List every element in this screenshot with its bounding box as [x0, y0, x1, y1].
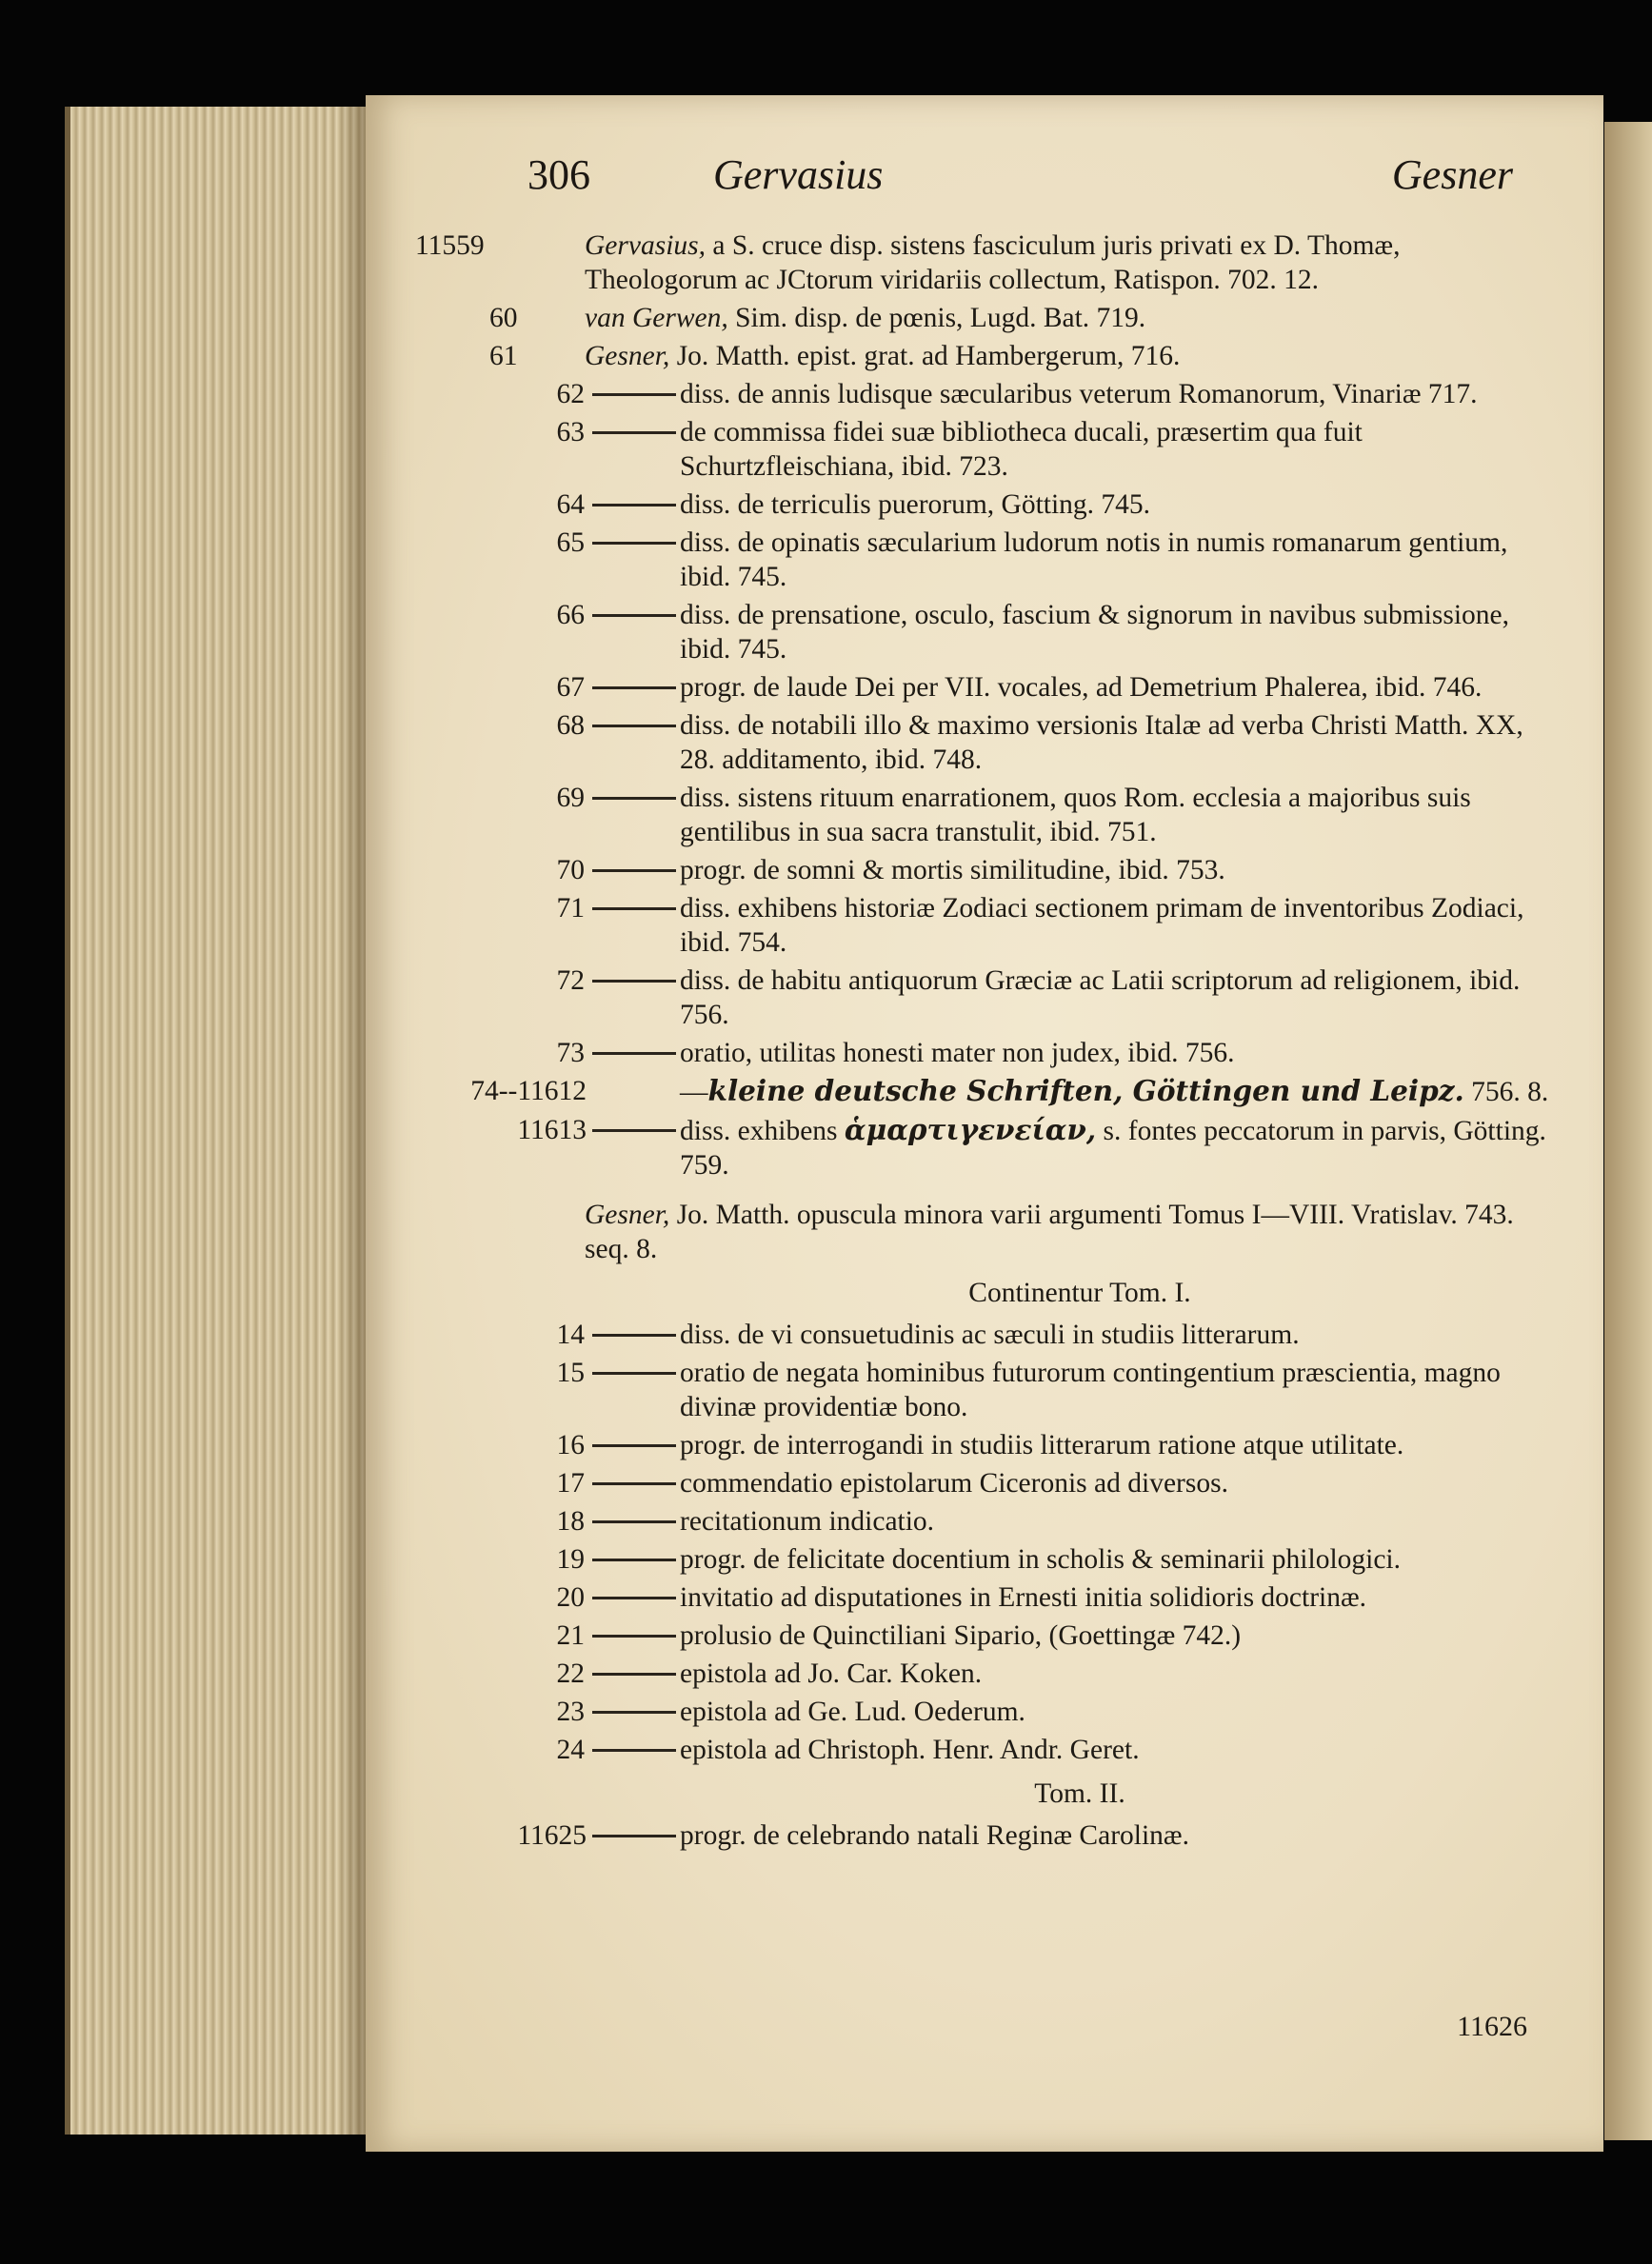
page-stack-edge — [65, 107, 375, 2135]
entry-number: 11625 — [517, 1820, 587, 1851]
entry-number: 22 — [556, 1658, 585, 1689]
entry-number: 21 — [556, 1620, 585, 1651]
entry-number: 24 — [556, 1735, 585, 1765]
entry-68 — [489, 708, 1556, 777]
entry-number: 18 — [556, 1506, 585, 1537]
entry-number: 74--11612 — [470, 1076, 587, 1106]
ditto-dash — [592, 1372, 676, 1375]
entry-number: 65 — [556, 527, 585, 558]
entry-text: diss. sistens rituum enarrationem, quos Rom. ecclesia a majoribus suis gentilibus in sua sacra transtulit, ibid. 751. — [680, 783, 1471, 847]
entry-number: 63 — [556, 417, 585, 447]
ditto-dash — [592, 907, 676, 910]
entry-number: 17 — [556, 1468, 585, 1499]
ditto-dash — [592, 431, 676, 434]
running-header — [527, 150, 1537, 227]
running-title-left: Gervasius — [713, 151, 884, 198]
entry-number: 70 — [556, 855, 585, 885]
entry-text: de commissa fidei suæ bibliotheca ducali, præsertim qua fuit Schurtzfleischiana, ibid. 723. — [680, 417, 1363, 482]
ditto-dash — [592, 1052, 676, 1055]
ditto-dash — [592, 393, 676, 396]
entry-number: 20 — [556, 1582, 585, 1613]
entry-63 — [489, 415, 1556, 484]
book-page — [366, 95, 1603, 2152]
entry-11625 — [489, 1818, 1556, 1853]
entry-21 — [489, 1619, 1556, 1653]
entry-70 — [489, 853, 1556, 887]
entry-number: 72 — [556, 965, 585, 996]
catchword: 11626 — [1457, 2011, 1527, 2042]
entry-number: 16 — [556, 1430, 585, 1460]
entry-23 — [489, 1695, 1556, 1729]
entry-number: 66 — [556, 600, 585, 630]
section-heading-tom-1: Continentur Tom. I. — [968, 1278, 1191, 1308]
entry-text: van Gerwen, Sim. disp. de pœnis, Lugd. Bat. 719. — [585, 303, 1146, 333]
section-heading-tom-2: Tom. II. — [1034, 1778, 1125, 1809]
entry-text: diss. de habitu antiquorum Græciæ ac Latii scriptorum ad religionem, ibid. 756. — [680, 965, 1521, 1030]
bibliography-list — [415, 228, 1556, 1857]
ditto-dash — [592, 1129, 676, 1132]
entry-62 — [489, 377, 1556, 411]
running-title-right: Gesner — [1391, 151, 1513, 198]
entry-number: 64 — [556, 489, 585, 520]
ditto-dash — [592, 1749, 676, 1752]
entry-text: Gervasius, a S. cruce disp. sistens fasciculum juris privati ex D. Thomæ, Theologorum ac JCtorum viridariis collectum, Ratispon. 702. 12. — [585, 230, 1401, 295]
entry-67 — [489, 670, 1556, 705]
entry-22 — [489, 1657, 1556, 1691]
entry-71 — [489, 891, 1556, 960]
entry-18 — [489, 1504, 1556, 1539]
ditto-dash — [592, 1482, 676, 1485]
entry-number: 19 — [556, 1544, 585, 1575]
entry-text: epistola ad Jo. Car. Koken. — [680, 1658, 983, 1689]
entry-11559 — [415, 228, 1556, 297]
entry-text: diss. exhibens ἁμαρτιγενείαν, s. fontes peccatorum in parvis, Götting. 759. — [680, 1113, 1546, 1181]
entry-17 — [489, 1466, 1556, 1500]
entry-61 — [489, 339, 1556, 373]
entry-text: progr. de laude Dei per VII. vocales, ad Demetrium Phalerea, ibid. 746. — [680, 672, 1483, 703]
entry-text: diss. de prensatione, osculo, fascium & signorum in navibus submissione, ibid. 745. — [680, 600, 1509, 665]
entry-number: 23 — [556, 1697, 585, 1727]
entry-16 — [489, 1428, 1556, 1462]
entry-69 — [489, 781, 1556, 849]
entry-text: invitatio ad disputationes in Ernesti initia solidioris doctrinæ. — [680, 1582, 1367, 1613]
entry-text: recitationum indicatio. — [680, 1506, 935, 1537]
entry-11613 — [489, 1113, 1556, 1182]
entry-number: 68 — [556, 710, 585, 741]
entry-text: prolusio de Quinctiliani Sipario, (Goettingæ 742.) — [680, 1620, 1242, 1651]
entry-text: progr. de celebrando natali Reginæ Carolinæ. — [680, 1820, 1189, 1851]
next-page-edge — [1604, 122, 1652, 2140]
ditto-dash — [592, 725, 676, 727]
entry-number: 69 — [556, 783, 585, 813]
opuscula-note: Gesner, Jo. Matth. opuscula minora varii argumenti Tomus I—VIII. Vratislav. 743. seq. 8. — [585, 1200, 1514, 1264]
entry-24 — [489, 1733, 1556, 1767]
entry-text: oratio de negata hominibus futurorum contingentium præscientia, magno divinæ providentiæ bono. — [680, 1358, 1501, 1422]
entry-text: diss. de notabili illo & maximo versionis Italæ ad verba Christi Matth. XX, 28. additamento, ibid. 748. — [680, 710, 1523, 775]
entry-text: progr. de interrogandi in studiis litterarum ratione atque utilitate. — [680, 1430, 1404, 1460]
ditto-dash — [592, 1711, 676, 1714]
entry-text: epistola ad Ge. Lud. Oederum. — [680, 1697, 1025, 1727]
entry-text: epistola ad Christoph. Henr. Andr. Geret. — [680, 1735, 1140, 1765]
entry-text: diss. de terriculis puerorum, Götting. 745. — [680, 489, 1151, 520]
entry-19 — [489, 1542, 1556, 1577]
ditto-dash — [592, 686, 676, 689]
entry-number: 60 — [489, 303, 518, 333]
entry-65 — [489, 526, 1556, 594]
entry-text: —kleine deutsche Schriften, Göttingen und Leipz. 756. 8. — [680, 1074, 1549, 1107]
page-number: 306 — [527, 151, 590, 198]
ditto-dash — [592, 1559, 676, 1561]
ditto-dash — [592, 797, 676, 800]
ditto-dash — [592, 980, 676, 983]
ditto-dash — [592, 614, 676, 617]
entry-60 — [489, 301, 1556, 335]
entry-number: 71 — [556, 893, 585, 923]
ditto-dash — [592, 542, 676, 545]
entry-text: Gesner, Jo. Matth. epist. grat. ad Hambergerum, 716. — [585, 341, 1181, 371]
entry-text: diss. de vi consuetudinis ac sæculi in studiis litterarum. — [680, 1320, 1300, 1350]
ditto-dash — [592, 1635, 676, 1638]
ditto-dash — [592, 1673, 676, 1676]
entry-72 — [489, 963, 1556, 1032]
entry-73 — [489, 1036, 1556, 1070]
entry-number: 11559 — [415, 230, 485, 261]
entry-14 — [489, 1318, 1556, 1352]
ditto-dash — [592, 869, 676, 872]
entry-number: 73 — [556, 1038, 585, 1068]
entry-text: diss. de annis ludisque sæcularibus veterum Romanorum, Vinariæ 717. — [680, 379, 1478, 409]
ditto-dash — [592, 504, 676, 506]
entry-74-11612 — [470, 1074, 1556, 1109]
entry-number: 15 — [556, 1358, 585, 1388]
entry-text: progr. de somni & mortis similitudine, ibid. 753. — [680, 855, 1225, 885]
entry-text: progr. de felicitate docentium in scholis & seminarii philologici. — [680, 1544, 1402, 1575]
ditto-dash — [592, 1444, 676, 1447]
entry-number: 61 — [489, 341, 518, 371]
entry-text: commendatio epistolarum Ciceronis ad diversos. — [680, 1468, 1228, 1499]
entry-66 — [489, 598, 1556, 666]
ditto-dash — [592, 1835, 676, 1837]
entry-number: 67 — [556, 672, 585, 703]
entry-text: oratio, utilitas honesti mater non judex, ibid. 756. — [680, 1038, 1235, 1068]
entry-15 — [489, 1356, 1556, 1424]
entry-text: diss. de opinatis sæcularium ludorum notis in numis romanarum gentium, ibid. 745. — [680, 527, 1508, 592]
entry-number: 14 — [556, 1320, 585, 1350]
ditto-dash — [592, 1520, 676, 1523]
ditto-dash — [592, 1597, 676, 1599]
entry-number: 62 — [556, 379, 585, 409]
entry-20 — [489, 1580, 1556, 1615]
entry-number: 11613 — [517, 1115, 587, 1145]
entry-text: diss. exhibens historiæ Zodiaci sectionem primam de inventoribus Zodiaci, ibid. 754. — [680, 893, 1524, 958]
ditto-dash — [592, 1334, 676, 1337]
entry-64 — [489, 487, 1556, 522]
